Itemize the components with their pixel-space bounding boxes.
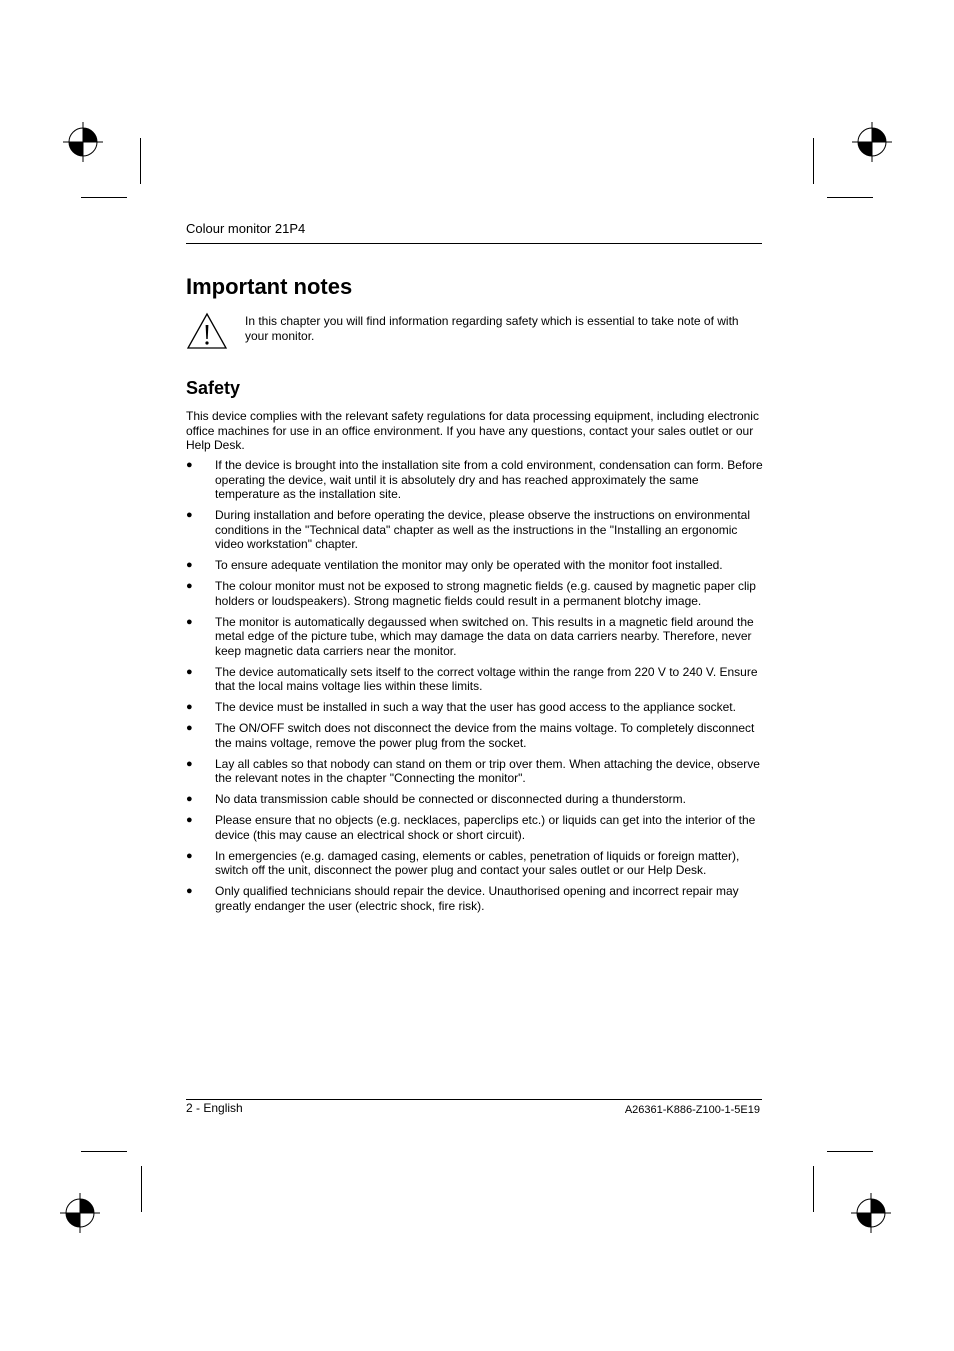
registration-mark-icon	[60, 1193, 100, 1233]
warning-triangle-icon	[186, 312, 228, 350]
document-number: A26361-K886-Z100-1-5E19	[624, 1104, 760, 1116]
bullet-icon: ●	[186, 459, 193, 471]
bullet-icon: ●	[186, 580, 193, 592]
trim-line	[81, 197, 127, 198]
trim-line	[813, 138, 814, 184]
bullet-icon: ●	[186, 701, 193, 713]
list-item-text: The ON/OFF switch does not disconnect the device from the mains voltage. To completely disconnect the mains voltage, remove the power plug from the socket.	[215, 721, 755, 750]
list-item	[186, 700, 764, 715]
bullet-icon: ●	[186, 793, 193, 805]
bullet-icon: ●	[186, 559, 193, 571]
bullet-icon: ●	[186, 814, 193, 826]
list-item	[186, 508, 764, 552]
list-item-text: The colour monitor must not be exposed to strong magnetic fields (e.g. caused by magnetic paper clip holders or loudspeakers). Strong magnetic fields could result in a permanent blotchy image.	[215, 579, 756, 608]
trim-line	[140, 138, 141, 184]
list-item-text: Only qualified technicians should repair the device. Unauthorised opening and incorrect repair may greatly endanger the user (electric shock, fire risk).	[215, 884, 739, 913]
trim-line	[813, 1166, 814, 1212]
list-item	[186, 458, 764, 502]
list-item-text: During installation and before operating the device, please observe the instructions on environmental conditions in the "Technical data" chapter as well as the instructions in the "Installing an ergonomic video workstation" chapter.	[215, 508, 750, 551]
bullet-icon: ●	[186, 665, 193, 678]
page-number: 2 - English	[186, 1101, 243, 1115]
list-item-text: In emergencies (e.g. damaged casing, elements or cables, penetration of liquids or foreign matter), switch off the unit, disconnect the power plug and contact your sales outlet or our Help Desk.	[215, 848, 740, 877]
bullet-icon: ●	[186, 757, 193, 770]
bullet-icon: ●	[186, 849, 193, 862]
trim-line	[81, 1151, 127, 1152]
list-item-text: Lay all cables so that nobody can stand on them or trip over them. When attaching the device, observe the relevant notes in the chapter "Connecting the monitor".	[215, 756, 760, 785]
list-item-text: The device must be installed in such a way that the user has good access to the appliance socket.	[215, 700, 736, 714]
section-title-safety: Safety	[186, 378, 241, 398]
list-item	[186, 757, 764, 786]
chapter-title: Important notes	[186, 274, 353, 299]
registration-mark-icon	[851, 1193, 891, 1233]
bullet-icon: ●	[186, 615, 193, 628]
safety-list	[186, 458, 764, 920]
list-item	[186, 558, 764, 573]
list-item	[186, 792, 764, 807]
list-item	[186, 665, 764, 694]
list-item-text: The device automatically sets itself to the correct voltage within the range from 220 V to 240 V. Ensure that the local mains voltage lies within these limits.	[215, 664, 758, 693]
list-item	[186, 579, 764, 608]
bullet-icon: ●	[186, 722, 193, 734]
header-divider	[186, 243, 762, 244]
warning-note: In this chapter you will find information regarding safety which is essential to take note of with your monitor.	[245, 314, 739, 343]
registration-mark-icon	[852, 122, 892, 162]
list-item	[186, 813, 764, 842]
trim-line	[141, 1166, 142, 1212]
list-item-text: To ensure adequate ventilation the monitor may only be operated with the monitor foot installed.	[215, 558, 723, 572]
running-header: Colour monitor 21P4	[186, 221, 306, 236]
bullet-icon: ●	[186, 509, 193, 521]
list-item-text: No data transmission cable should be connected or disconnected during a thunderstorm.	[215, 792, 686, 806]
registration-mark-icon	[63, 122, 103, 162]
trim-line	[827, 1151, 873, 1152]
footer-divider	[186, 1099, 762, 1100]
list-item-text: The monitor is automatically degaussed when switched on. This results in a magnetic field around the metal edge of the picture tube, which may damage the data on data carriers nearby. Therefore, never keep magnetic data carriers near the monitor.	[215, 614, 754, 658]
bullet-icon: ●	[186, 885, 193, 897]
list-item	[186, 849, 764, 878]
list-item	[186, 884, 764, 913]
list-item	[186, 615, 764, 659]
list-item	[186, 721, 764, 750]
trim-line	[827, 197, 873, 198]
list-item-text: If the device is brought into the installation site from a cold environment, condensation can form. Before operating the device, wait until it is absolutely dry and has reached approximately the same temperature as the installation site.	[215, 458, 763, 501]
safety-intro: This device complies with the relevant safety regulations for data processing equipment, including electronic office machines for use in an office environment. If you have any questions, contact your sales outlet or our Help Desk.	[186, 409, 759, 452]
list-item-text: Please ensure that no objects (e.g. necklaces, paperclips etc.) or liquids can get into the interior of the device (this may cause an electrical shock or short circuit).	[215, 813, 756, 842]
